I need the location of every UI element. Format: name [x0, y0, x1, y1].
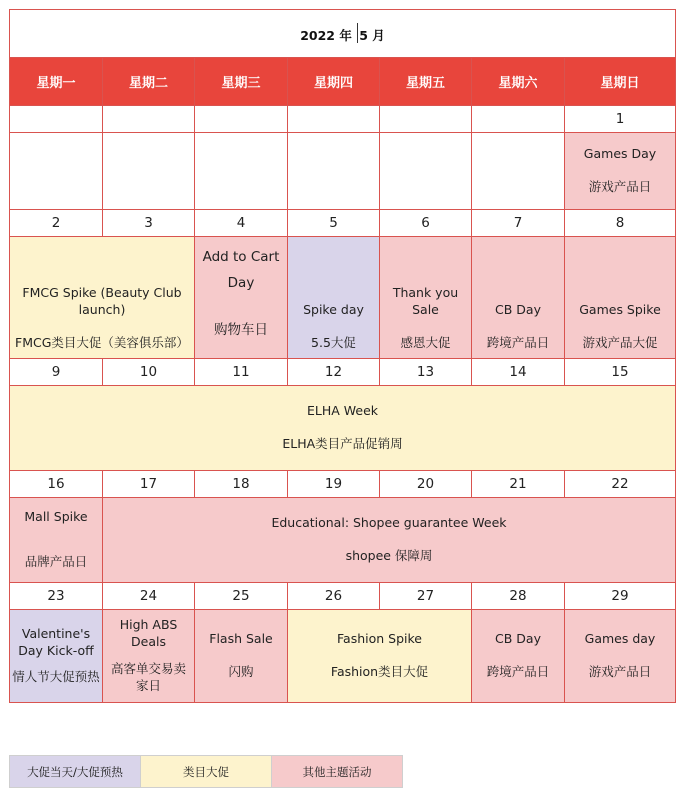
- date-row-2: [10, 210, 676, 237]
- event-subtitle: ELHA类目产品促销周: [282, 436, 403, 451]
- date-row-5: [10, 583, 676, 610]
- event-title: FMCG Spike (Beauty Club launch): [22, 285, 182, 318]
- weekday-mon: 星期一: [10, 58, 103, 106]
- event-cb-day[interactable]: [472, 237, 565, 359]
- date-cell[interactable]: 3: [103, 210, 195, 237]
- event-subtitle: 跨境产品日: [486, 335, 550, 351]
- weekday-wed: 星期三: [195, 58, 288, 106]
- calendar-title: [10, 10, 676, 58]
- event-title: Games Day: [583, 146, 657, 162]
- event-fashion-spike[interactable]: [288, 610, 472, 703]
- event-cb-day[interactable]: [472, 610, 565, 703]
- event-subtitle: 闪购: [228, 664, 254, 679]
- date-cell[interactable]: 7: [472, 210, 565, 237]
- event-subtitle: 游戏产品日: [588, 179, 652, 194]
- event-row-1: [10, 133, 676, 210]
- event-title: ELHA Week: [306, 403, 379, 419]
- event-subtitle: shopee 保障周: [345, 548, 433, 563]
- date-cell[interactable]: 27: [380, 583, 472, 610]
- event-subtitle: 品牌产品日: [24, 554, 88, 569]
- event-valentines-kickoff[interactable]: [10, 610, 103, 703]
- date-cell[interactable]: 4: [195, 210, 288, 237]
- event-subtitle: FMCG类目大促（美容俱乐部）: [15, 335, 189, 351]
- date-cell[interactable]: [380, 106, 472, 133]
- event-row-3: [10, 386, 676, 471]
- event-cell-empty[interactable]: [195, 133, 288, 210]
- event-row-2: [10, 237, 676, 359]
- date-cell[interactable]: 24: [103, 583, 195, 610]
- date-cell[interactable]: 6: [380, 210, 472, 237]
- event-subtitle: 感恩大促: [400, 335, 451, 351]
- date-cell[interactable]: 12: [288, 359, 380, 386]
- event-row-4: [10, 498, 676, 583]
- event-subtitle: 高客单交易卖家日: [110, 661, 186, 693]
- event-cell-empty[interactable]: [380, 133, 472, 210]
- event-elha-week[interactable]: [10, 386, 676, 471]
- legend-theme: 其他主题活动: [272, 756, 403, 788]
- legend-category: 类目大促: [141, 756, 272, 788]
- calendar-table: [9, 9, 676, 703]
- event-title: Valentine's Day Kick-off: [18, 625, 94, 658]
- event-games-day[interactable]: [565, 610, 676, 703]
- date-cell[interactable]: 5: [288, 210, 380, 237]
- event-row-5: [10, 610, 676, 703]
- date-cell[interactable]: 25: [195, 583, 288, 610]
- date-cell[interactable]: 17: [103, 471, 195, 498]
- date-cell[interactable]: 14: [472, 359, 565, 386]
- date-cell[interactable]: 19: [288, 471, 380, 498]
- date-cell[interactable]: 28: [472, 583, 565, 610]
- date-cell[interactable]: [288, 106, 380, 133]
- event-title: CB Day: [495, 302, 541, 318]
- event-subtitle: Fashion类目大促: [330, 664, 429, 679]
- date-cell[interactable]: 23: [10, 583, 103, 610]
- event-title: Mall Spike: [24, 509, 88, 525]
- date-cell[interactable]: 11: [195, 359, 288, 386]
- date-cell[interactable]: 22: [565, 471, 676, 498]
- date-cell[interactable]: 1: [565, 106, 676, 133]
- date-row-1: [10, 106, 676, 133]
- event-title: Add to Cart Day: [202, 249, 280, 291]
- event-cell-empty[interactable]: [103, 133, 195, 210]
- date-cell[interactable]: 21: [472, 471, 565, 498]
- legend: [9, 755, 403, 788]
- event-games-spike[interactable]: [565, 237, 676, 359]
- date-cell[interactable]: 15: [565, 359, 676, 386]
- event-title: Educational: Shopee guarantee Week: [271, 515, 507, 531]
- event-cell-empty[interactable]: [10, 133, 103, 210]
- event-title: Games Spike: [579, 302, 661, 318]
- event-cell-empty[interactable]: [288, 133, 380, 210]
- event-mall-spike[interactable]: [10, 498, 103, 583]
- event-shopee-guarantee-week[interactable]: [103, 498, 676, 583]
- event-games-day[interactable]: [565, 133, 676, 210]
- event-subtitle: 购物车日: [214, 322, 268, 339]
- event-subtitle: 跨境产品日: [486, 664, 550, 679]
- event-subtitle: 游戏产品日: [588, 664, 652, 679]
- date-cell[interactable]: 16: [10, 471, 103, 498]
- event-flash-sale[interactable]: [195, 610, 288, 703]
- event-title: CB Day: [495, 631, 541, 647]
- event-title: Fashion Spike: [337, 631, 422, 647]
- date-cell[interactable]: 10: [103, 359, 195, 386]
- event-subtitle: 情人节大促预热: [12, 669, 100, 685]
- event-title: Thank you Sale: [392, 285, 459, 318]
- date-cell[interactable]: 13: [380, 359, 472, 386]
- date-cell[interactable]: 9: [10, 359, 103, 386]
- date-cell[interactable]: 20: [380, 471, 472, 498]
- event-fmcg-spike[interactable]: [10, 237, 195, 359]
- date-cell[interactable]: 29: [565, 583, 676, 610]
- event-title: Flash Sale: [209, 631, 273, 647]
- date-cell[interactable]: 26: [288, 583, 380, 610]
- date-row-3: [10, 359, 676, 386]
- weekday-header: [10, 58, 676, 106]
- event-title: High ABS Deals: [119, 617, 178, 650]
- event-subtitle: 游戏产品大促: [582, 335, 658, 351]
- date-cell[interactable]: [472, 106, 565, 133]
- title-year: 2022 年: [300, 28, 352, 43]
- event-title: Spike day: [303, 302, 364, 318]
- event-high-abs-deals[interactable]: [103, 610, 195, 703]
- title-month: 5 月: [359, 28, 385, 43]
- legend-spike: 大促当天/大促预热: [10, 756, 141, 788]
- weekday-thu: 星期四: [288, 58, 380, 106]
- event-thank-you-sale[interactable]: [380, 237, 472, 359]
- event-spike-day[interactable]: [288, 237, 380, 359]
- event-cell-empty[interactable]: [472, 133, 565, 210]
- date-cell[interactable]: [103, 106, 195, 133]
- date-cell[interactable]: 2: [10, 210, 103, 237]
- weekday-sun: 星期日: [565, 58, 676, 106]
- event-subtitle: 5.5大促: [311, 335, 356, 351]
- event-title: Games day: [584, 631, 656, 647]
- date-cell[interactable]: [10, 106, 103, 133]
- event-add-to-cart[interactable]: [195, 237, 288, 359]
- date-row-4: [10, 471, 676, 498]
- weekday-sat: 星期六: [472, 58, 565, 106]
- weekday-tue: 星期二: [103, 58, 195, 106]
- date-cell[interactable]: [195, 106, 288, 133]
- date-cell[interactable]: 8: [565, 210, 676, 237]
- date-cell[interactable]: 18: [195, 471, 288, 498]
- weekday-fri: 星期五: [380, 58, 472, 106]
